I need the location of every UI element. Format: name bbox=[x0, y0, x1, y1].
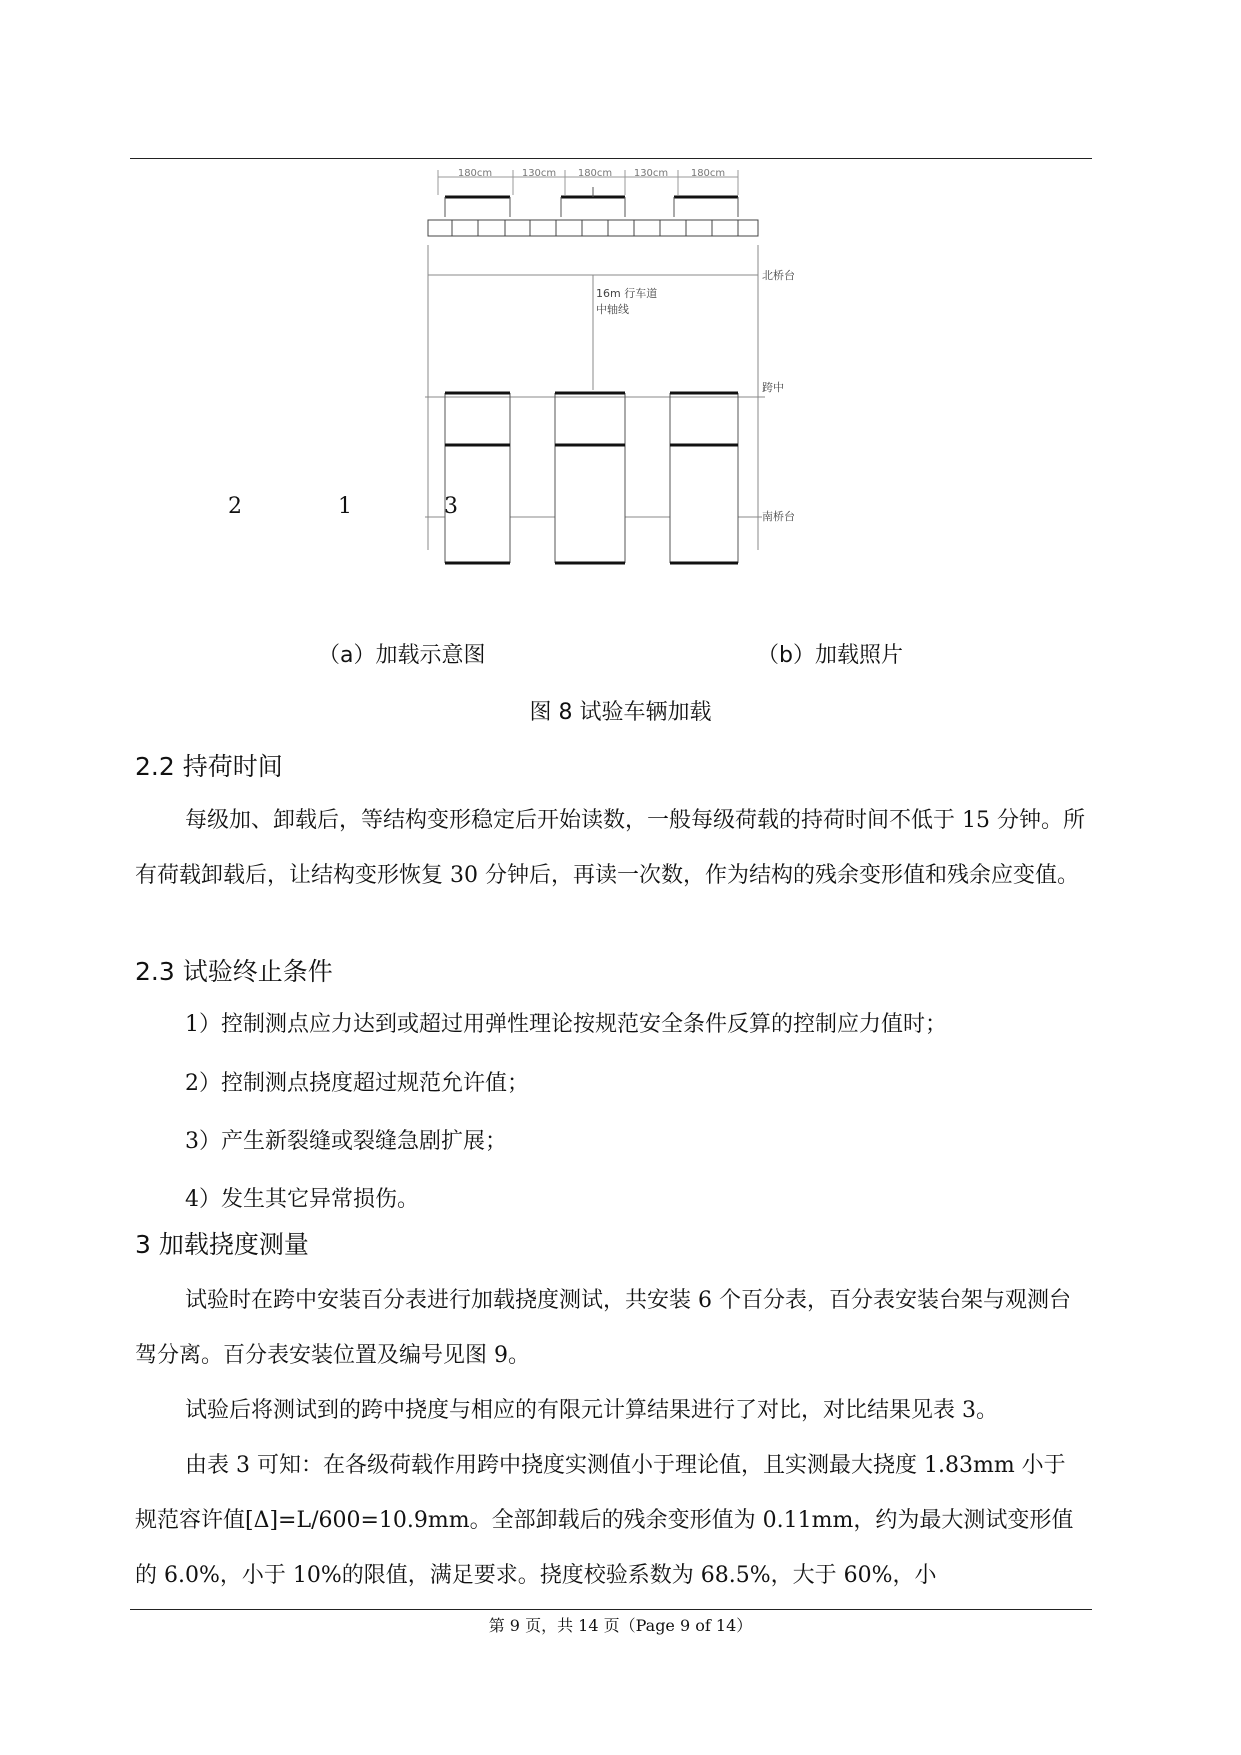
dim-label: 180cm bbox=[690, 168, 726, 179]
dim-label: 130cm bbox=[521, 168, 557, 179]
section-2-2-title: 2.2 持荷时间 bbox=[135, 752, 283, 781]
list-item: 2）控制测点挠度超过规范允许值； bbox=[185, 1071, 529, 1096]
axis-label: 中轴线 bbox=[596, 303, 629, 316]
list-item: 3）产生新裂缝或裂缝急剧扩展； bbox=[185, 1129, 507, 1154]
south-abutment-label: 南桥台 bbox=[762, 510, 795, 523]
footer-rule bbox=[130, 1609, 1092, 1610]
section-3-paragraph-3: 由表 3 可知：在各级荷载作用跨中挠度实测值小于理论值，且实测最大挠度 1.83mm 小于规范容许值[Δ]=L/600=10.9mm。全部卸载后的残余变形值为 0.11mm，约为最大测试变形值的 6.0%，小于 10%的限值，满足要求。挠度校验系数为 68.5%，大于 60%，小 bbox=[135, 1453, 1074, 1588]
section-2-2-paragraph: 每级加、卸载后，等结构变形稳定后开始读数，一般每级荷载的持荷时间不低于 15 分钟。所有荷载卸载后，让结构变形恢复 30 分钟后，再读一次数，作为结构的残余变形值和残余应变值。 bbox=[135, 808, 1085, 888]
north-abutment-label: 北桥台 bbox=[762, 269, 795, 282]
section-3-paragraph-1: 试验时在跨中安装百分表进行加载挠度测试，共安装 6 个百分表，百分表安装台架与观测台驾分离。百分表安装位置及编号见图 9。 bbox=[135, 1288, 1071, 1368]
figure-caption: 图 8 试验车辆加载 bbox=[529, 700, 712, 725]
section-2-3-title: 2.3 试验终止条件 bbox=[135, 957, 333, 986]
dim-label: 180cm bbox=[457, 168, 493, 179]
vehicle-number-1: 1 bbox=[338, 494, 352, 519]
dim-label: 130cm bbox=[633, 168, 669, 179]
vehicle-number-3: 3 bbox=[444, 494, 458, 519]
caption-b: （b）加载照片 bbox=[757, 643, 903, 668]
page-footer: 第 9 页，共 14 页（Page 9 of 14） bbox=[488, 1616, 753, 1635]
loading-diagram bbox=[200, 165, 840, 610]
header-rule bbox=[130, 158, 1092, 159]
section-3-paragraph-2: 试验后将测试到的跨中挠度与相应的有限元计算结果进行了对比，对比结果见表 3。 bbox=[185, 1398, 998, 1423]
midspan-label: 跨中 bbox=[762, 381, 784, 394]
dim-label: 180cm bbox=[577, 168, 613, 179]
caption-a: （a）加载示意图 bbox=[318, 643, 486, 668]
section-3-title: 3 加载挠度测量 bbox=[135, 1230, 309, 1259]
list-item: 1）控制测点应力达到或超过用弹性理论按规范安全条件反算的控制应力值时； bbox=[185, 1012, 947, 1037]
vehicle-number-2: 2 bbox=[228, 494, 242, 519]
loading-diagram-svg bbox=[200, 165, 840, 610]
list-item: 4）发生其它异常损伤。 bbox=[185, 1187, 419, 1212]
lane-label: 16m 行车道 bbox=[596, 287, 658, 300]
